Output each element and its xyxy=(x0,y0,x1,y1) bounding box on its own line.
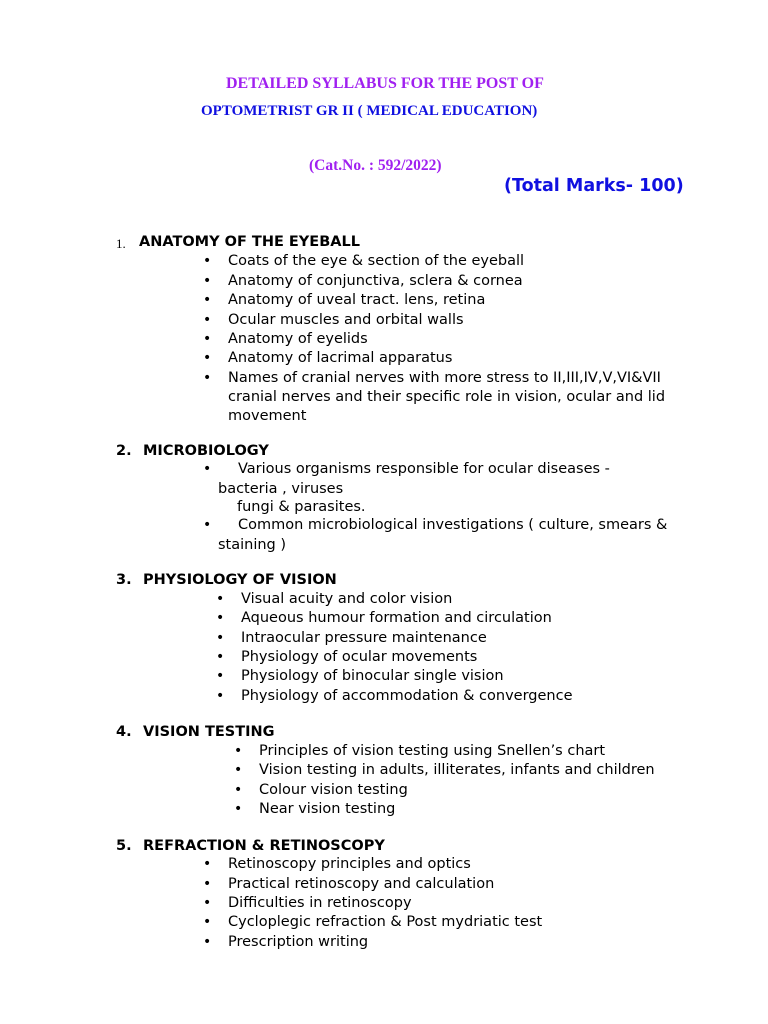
list-item: Coats of the eye & section of the eyeball xyxy=(228,253,525,269)
bullet-icon: • xyxy=(203,350,212,366)
bullet-icon: • xyxy=(216,668,225,684)
list-item: Prescription writing xyxy=(228,934,369,950)
bullet-icon: • xyxy=(216,610,225,626)
bullet-icon: • xyxy=(216,688,225,704)
bullet-icon: • xyxy=(234,743,243,759)
bullet-icon: • xyxy=(203,895,212,911)
section-heading: VISION TESTING xyxy=(143,724,275,740)
section-heading: ANATOMY OF THE EYEBALL xyxy=(139,234,360,250)
list-item-continuation: fungi & parasites. xyxy=(237,499,366,515)
list-item: Common microbiological investigations ( culture, smears & xyxy=(238,517,668,533)
list-item: Physiology of accommodation & convergence xyxy=(241,688,573,704)
list-item: Retinoscopy principles and optics xyxy=(228,856,471,872)
list-item-continuation: cranial nerves and their specific role in vision, ocular and lid xyxy=(228,389,666,405)
bullet-icon: • xyxy=(203,934,212,950)
bullet-icon: • xyxy=(203,273,212,289)
bullet-icon: • xyxy=(234,801,243,817)
bullet-icon: • xyxy=(203,914,212,930)
section-heading: MICROBIOLOGY xyxy=(143,443,269,459)
bullet-icon: • xyxy=(203,253,212,269)
bullet-icon: • xyxy=(203,856,212,872)
list-item: Near vision testing xyxy=(259,801,396,817)
section-number: 4. xyxy=(116,724,132,740)
list-item: Cycloplegic refraction & Post mydriatic test xyxy=(228,914,543,930)
bullet-icon: • xyxy=(203,292,212,308)
bullet-icon: • xyxy=(216,649,225,665)
bullet-icon: • xyxy=(203,331,212,347)
bullet-icon: • xyxy=(234,782,243,798)
list-item: Anatomy of conjunctiva, sclera & cornea xyxy=(228,273,523,289)
title-line-2: OPTOMETRIST GR II ( MEDICAL EDUCATION) xyxy=(201,103,538,119)
list-item: Anatomy of lacrimal apparatus xyxy=(228,350,453,366)
bullet-icon: • xyxy=(203,312,212,328)
list-item: Physiology of binocular single vision xyxy=(241,668,504,684)
list-item: Aqueous humour formation and circulation xyxy=(241,610,552,626)
list-item: Various organisms responsible for ocular diseases - xyxy=(238,461,610,477)
section-heading: PHYSIOLOGY OF VISION xyxy=(143,572,337,588)
list-item: Physiology of ocular movements xyxy=(241,649,478,665)
list-item: Anatomy of eyelids xyxy=(228,331,368,347)
list-item: Anatomy of uveal tract. lens, retina xyxy=(228,292,486,308)
list-item: Practical retinoscopy and calculation xyxy=(228,876,495,892)
list-item-continuation: movement xyxy=(228,408,307,424)
bullet-icon: • xyxy=(203,370,212,386)
list-item: Intraocular pressure maintenance xyxy=(241,630,487,646)
list-item: Ocular muscles and orbital walls xyxy=(228,312,464,328)
bullet-icon: • xyxy=(216,591,225,607)
section-heading: REFRACTION & RETINOSCOPY xyxy=(143,838,385,854)
total-marks: (Total Marks- 100) xyxy=(504,176,684,196)
list-item: Principles of vision testing using Snellen’s chart xyxy=(259,743,606,759)
list-item-continuation: staining ) xyxy=(218,537,287,553)
bullet-icon: • xyxy=(203,876,212,892)
section-number: 5. xyxy=(116,838,132,854)
bullet-icon: • xyxy=(216,630,225,646)
list-item-continuation: bacteria , viruses xyxy=(218,481,344,497)
cat-number: (Cat.No. : 592/2022) xyxy=(309,157,442,174)
bullet-icon: • xyxy=(234,762,243,778)
bullet-icon: • xyxy=(203,461,212,477)
section-number: 1. xyxy=(116,236,126,251)
bullet-icon: • xyxy=(203,517,212,533)
list-item: Difficulties in retinoscopy xyxy=(228,895,412,911)
list-item: Visual acuity and color vision xyxy=(241,591,453,607)
section-number: 2. xyxy=(116,443,132,459)
list-item: Colour vision testing xyxy=(259,782,408,798)
list-item: Names of cranial nerves with more stress to II,III,IV,V,VI&VII xyxy=(228,370,661,386)
title-line-1: DETAILED SYLLABUS FOR THE POST OF xyxy=(226,75,544,92)
section-number: 3. xyxy=(116,572,132,588)
list-item: Vision testing in adults, illiterates, infants and children xyxy=(259,762,655,778)
